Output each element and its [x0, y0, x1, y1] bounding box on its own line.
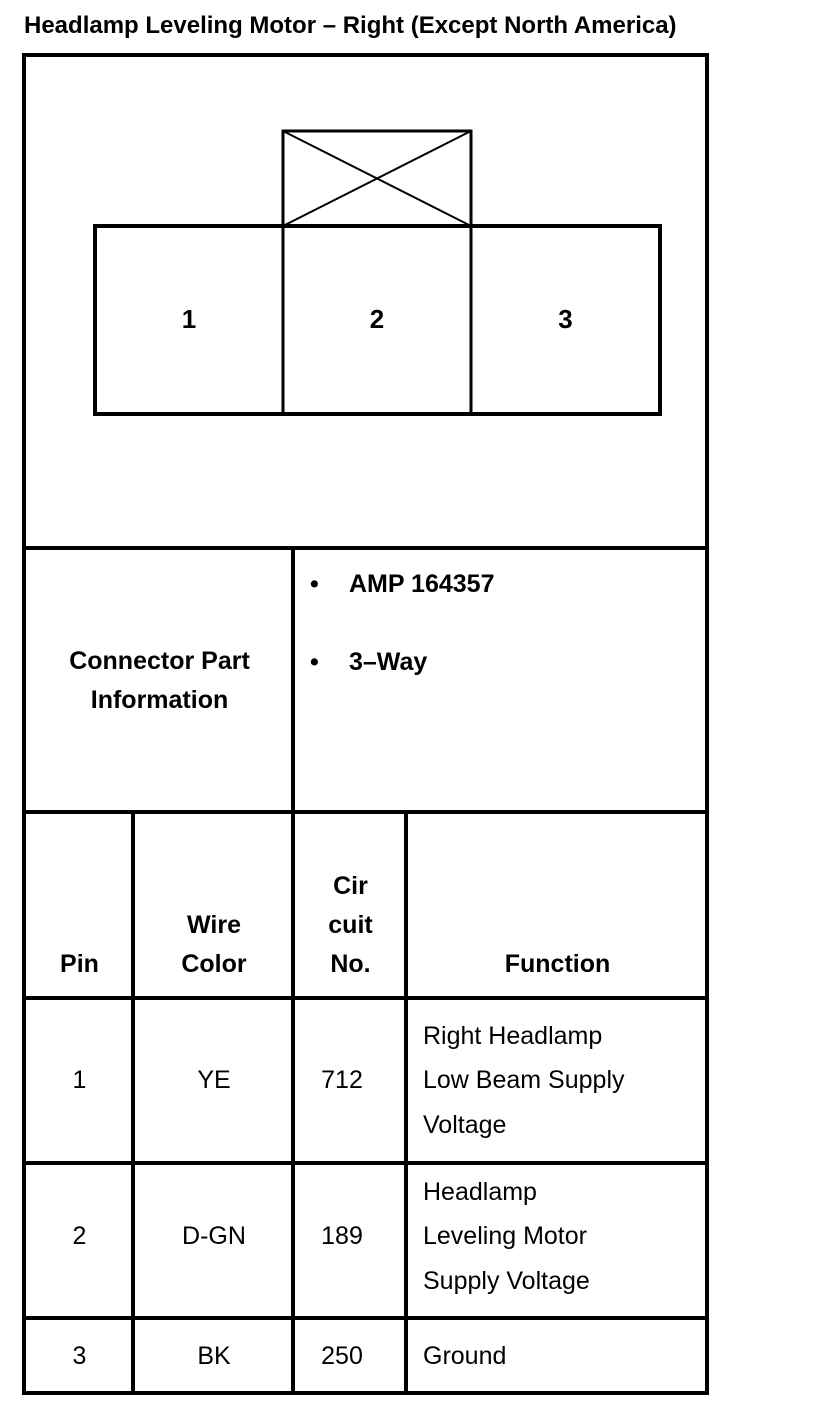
row2-circuit: 189	[321, 1222, 363, 1250]
part-info-label-line1: Connector Part	[69, 647, 250, 675]
row3-wire-color: BK	[197, 1342, 231, 1370]
row1-function-line3: Voltage	[423, 1111, 507, 1139]
row2-function-line3: Supply Voltage	[423, 1267, 590, 1295]
cavity-number-1: 1	[181, 304, 197, 334]
connector-face	[95, 131, 660, 414]
header-circuit-line1: Cir	[333, 872, 368, 900]
bullet-icon: •	[310, 648, 319, 676]
header-wire-color-line2: Color	[181, 950, 247, 978]
connector-way-count: 3–Way	[349, 648, 428, 676]
row1-wire-color: YE	[197, 1066, 231, 1094]
row1-circuit: 712	[321, 1066, 363, 1094]
row2-wire-color: D-GN	[182, 1222, 246, 1250]
bullet-icon: •	[310, 570, 319, 598]
cavity-number-2: 2	[369, 304, 385, 334]
row2-pin: 2	[72, 1222, 87, 1250]
row1-function-line1: Right Headlamp	[423, 1022, 603, 1050]
row1-pin: 1	[72, 1066, 87, 1094]
part-number: AMP 164357	[349, 570, 495, 598]
row3-function-line1: Ground	[423, 1342, 507, 1370]
page-title: Headlamp Leveling Motor – Right (Except North America)	[24, 12, 677, 39]
cavity-number-3: 3	[558, 304, 573, 334]
outer-border	[24, 55, 707, 1393]
row1-function-line2: Low Beam Supply	[423, 1066, 625, 1094]
part-info-label-line2: Information	[90, 686, 229, 714]
row3-pin: 3	[72, 1342, 87, 1370]
header-circuit-line2: cuit	[328, 911, 373, 939]
header-pin: Pin	[60, 950, 99, 978]
header-wire-color-line1: Wire	[187, 911, 241, 939]
row2-function-line2: Leveling Motor	[423, 1222, 587, 1250]
row3-circuit: 250	[321, 1342, 363, 1370]
row2-function-line1: Headlamp	[423, 1178, 537, 1206]
header-function: Function	[504, 950, 611, 978]
header-circuit-line3: No.	[330, 950, 371, 978]
